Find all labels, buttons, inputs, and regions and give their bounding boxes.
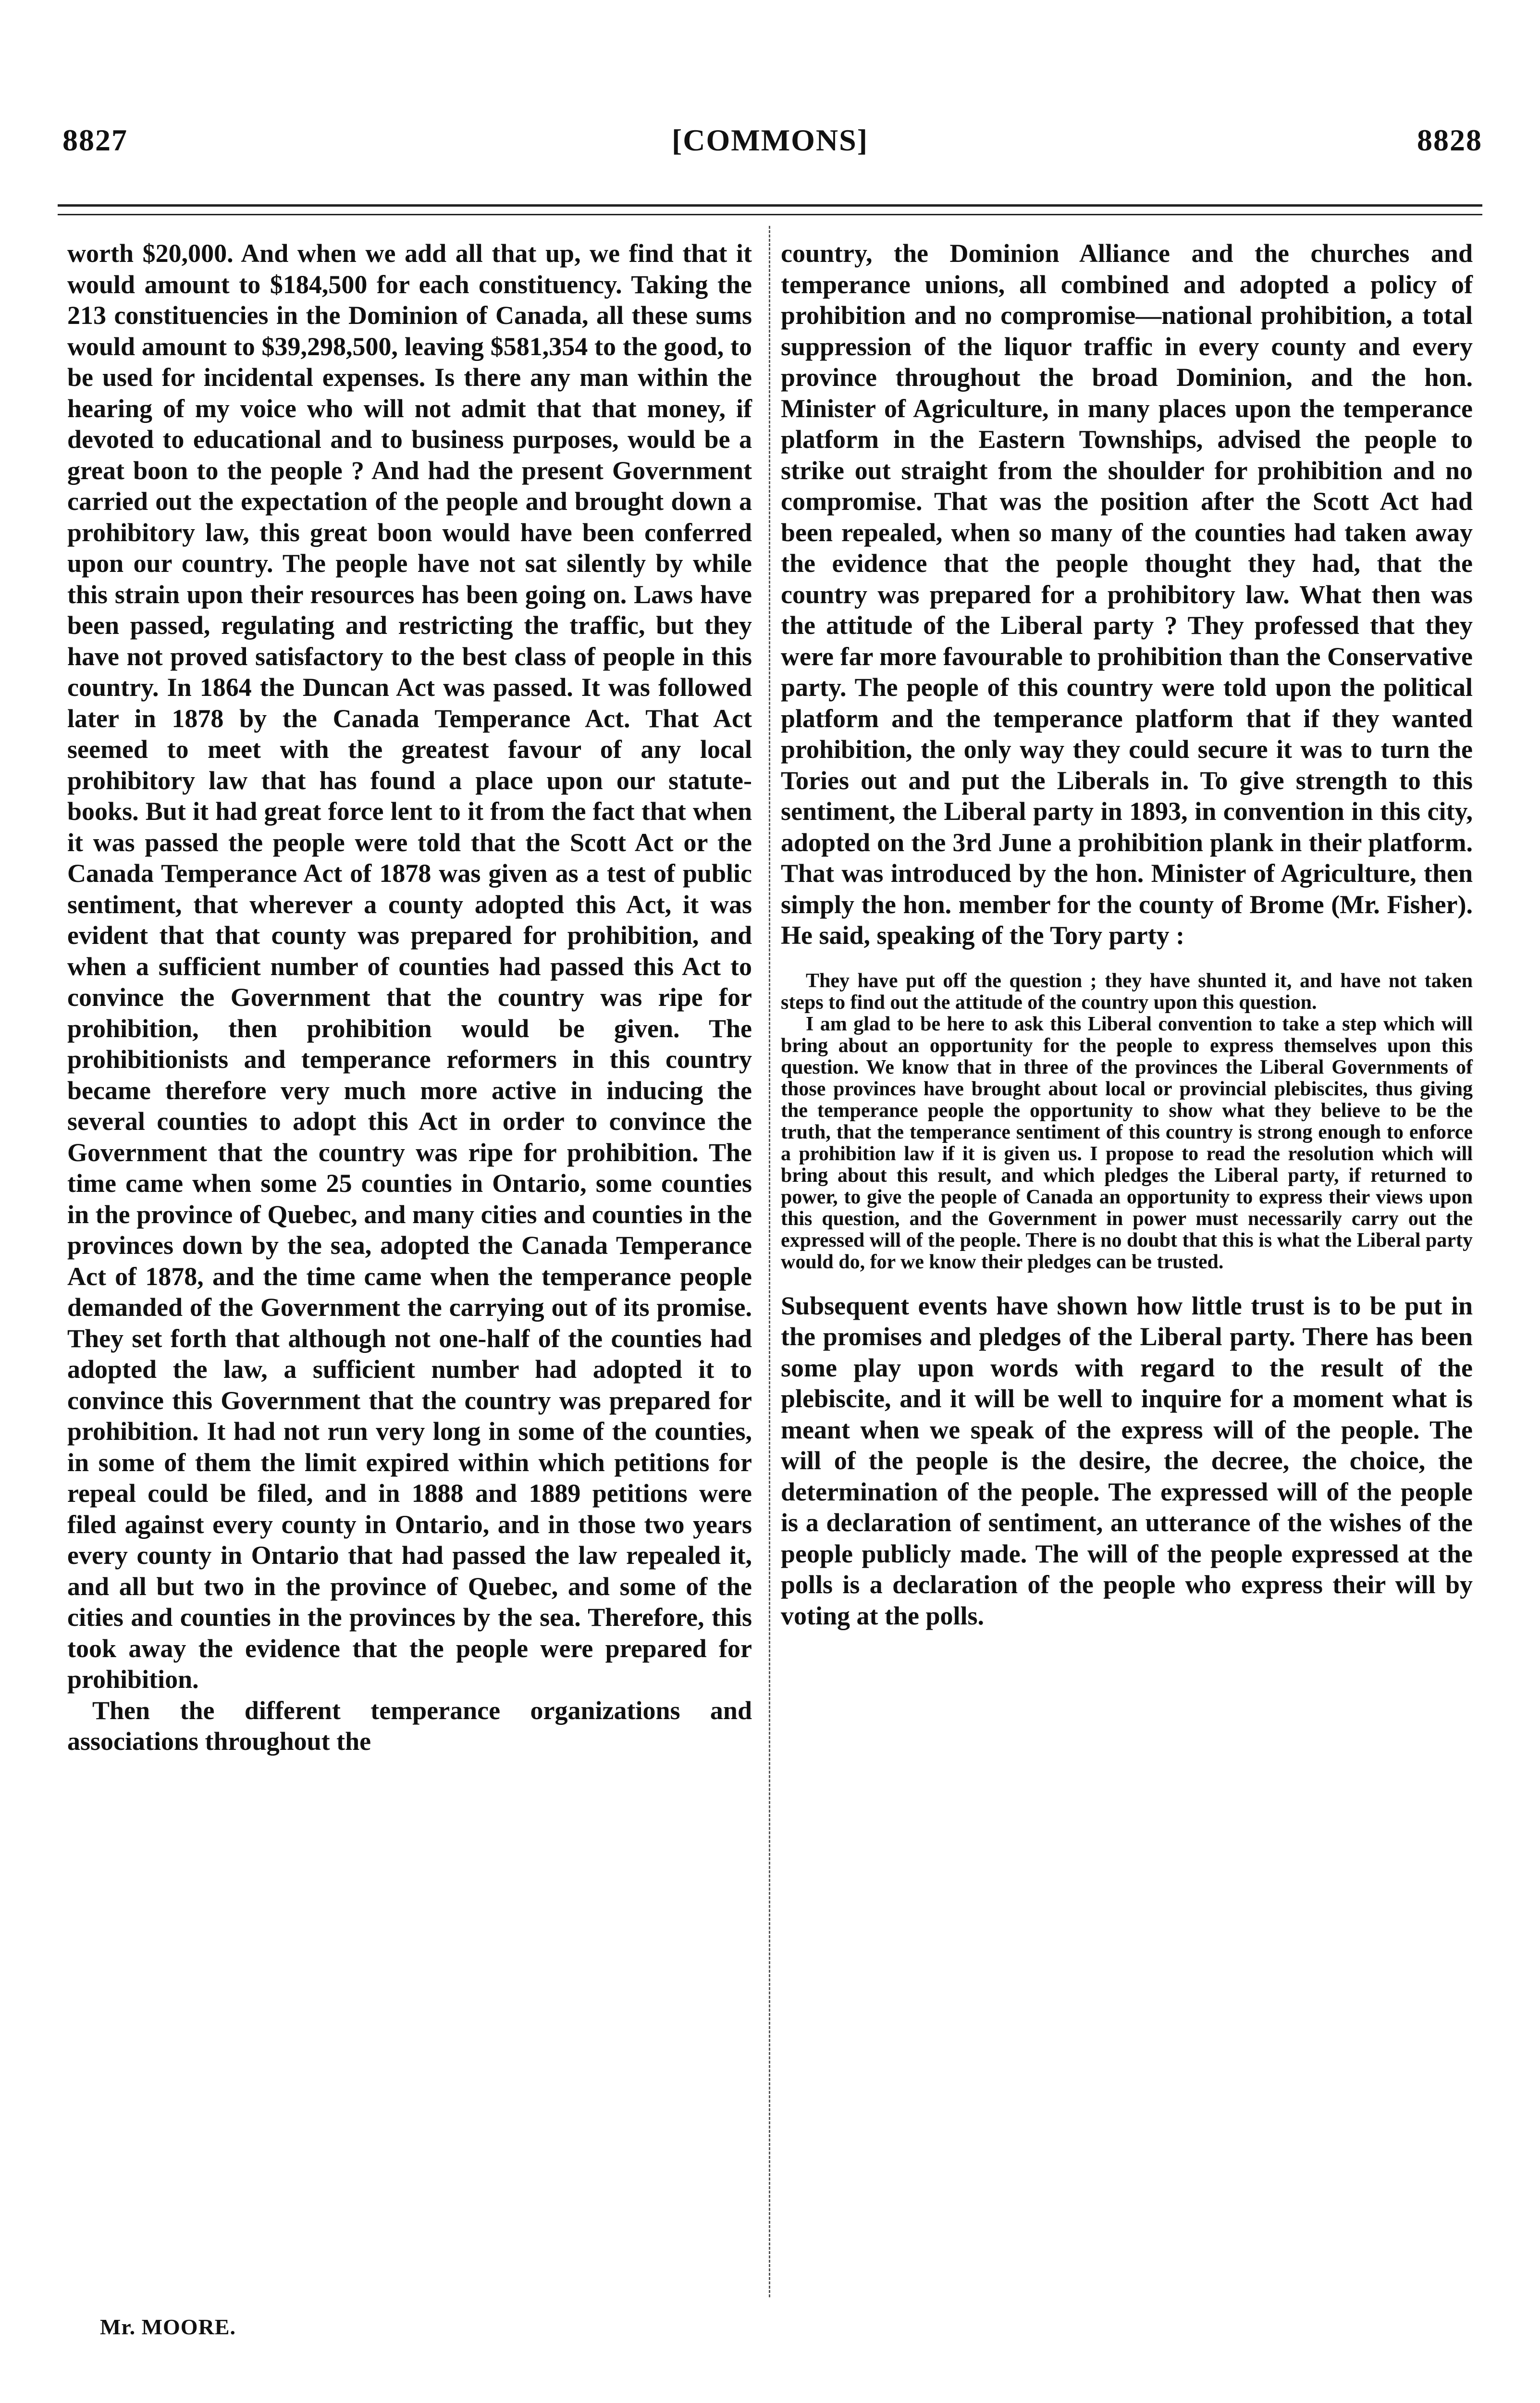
right-closing-paragraph: Subsequent events have shown how little trust is to be put in the promises and pledges of the Liberal party. There has been some play upon words with regard to the result of the plebiscite, and it will be well to inquire for a moment what is meant when we speak of the express will of the people. The will of the people is the desire, the decree, the choice, the determination of the people. The expressed will of the people is a declaration of sentiment, an utterance of the wishes of the people publicly made. The will of the people expressed at the polls is a declaration of the people who express their will by voting at the polls. — [781, 1291, 1473, 1630]
column-divider — [769, 226, 770, 2297]
page-header — [58, 123, 1482, 166]
header-rule-top — [58, 204, 1482, 207]
quote-paragraph-1: They have put off the question ; they have shunted it, and have not taken steps to find out the attitude of the country upon this question. — [781, 969, 1473, 1014]
header-rule-bottom — [58, 214, 1482, 215]
speaker-footer: Mr. MOORE. — [100, 2315, 236, 2339]
left-paragraph-1: worth $20,000. And when we add all that up, we find that it would amount to $184,500 for each constituency. Taking the 213 constituencies in the Dominion of Canada, all these sums would amount to $39,298,500, leaving $581,354 to the good, to be used for incidental expenses. Is there any man within the hearing of my voice who will not admit that that money, if devoted to educational and to business purposes, would be a great boon to the people ? And had the present Government carried out the expectation of the people and brought down a prohibitory law, this great boon would have been conferred upon our country. The people have not sat silently by while this strain upon their resources has been going on. Laws have been passed, regulating and restricting the traffic, but they have not proved satisfactory to the best class of people in this country. In 1864 the Duncan Act was passed. It was followed later in 1878 by the Canada Temperance Act. That Act seemed to meet with the greatest favour of any local prohibitory law that has found a place upon our statute-books. But it had great force lent to it from the fact that when it was passed the people were told that the Scott Act or the Canada Temperance Act of 1878 was given as a test of public sentiment, that wherever a county adopted this Act, it was evident that that county was prepared for prohibition, and when a sufficient number of counties had passed this Act to convince the Government that the country was ripe for prohibition, then prohibition would be given. The prohibitionists and temperance reformers in this country became therefore very much more active in inducing the several counties to adopt this Act in order to convince the Government that the country was ripe for prohibition. The time came when some 25 counties in Ontario, some counties in the province of Quebec, and many cities and counties in the provinces down by the sea, adopted the Canada Temperance Act of 1878, and the time came when the temperance people demanded of the Government the carrying out of its promise. They set forth that although not one-half of the counties had adopted the law, a sufficient number had adopted it to convince this Government that the country was prepared for prohibition. It had not run very long in some of the counties, in some of them the limit expired within which petitions for repeal could be filed, and in 1888 and 1889 petitions were filed against every county in Ontario, and in those two years every county in Ontario that had passed the law repealed it, and all but two in the province of Quebec, and some of the cities and counties in the provinces by the sea. Therefore, this took away the evidence that the people were prepared for prohibition. — [67, 239, 752, 1694]
right-intro-paragraph: country, the Dominion Alliance and the churches and temperance unions, all combined and adopted a policy of prohibition and no compromise—national prohibition, a total suppression of the liquor traffic in every county and every province throughout the broad Dominion, and the hon. Minister of Agriculture, in many places upon the temperance platform in the Eastern Townships, advised the people to strike out straight from the shoulder for prohibition and no compromise. That was the position after the Scott Act had been repealed, when so many of the counties had taken away the evidence that the people thought they had, that the country was prepared for a prohibitory law. What then was the attitude of the Liberal party ? They professed that they were far more favourable to prohibition than the Conservative party. The people of this country were told upon the political platform and the temperance platform that if they wanted prohibition, the only way they could secure it was to turn the Tories out and put the Liberals in. To give strength to this sentiment, the Liberal party in 1893, in convention in this city, adopted on the 3rd June a prohibition plank in their platform. That was introduced by the hon. Minister of Agriculture, then simply the hon. member for the county of Brome (Mr. Fisher). He said, speaking of the Tory party : — [781, 239, 1473, 950]
quoted-speech — [781, 970, 1473, 1273]
right-page-number: 8828 — [1417, 123, 1482, 157]
left-page-number: 8827 — [62, 123, 128, 157]
quote-paragraph-2: I am glad to be here to ask this Liberal convention to take a step which will bring about an opportunity for the people to express themselves upon this question. We know that in three of the provinces the Liberal Governments of those provinces have brought about local or provincial plebiscites, thus giving the temperance people the opportunity to show what they believe to be the truth, that the temperance sentiment of this country is strong enough to enforce a prohibition law if it is given us. I propose to read the resolution which will bring about this result, and which pledges the Liberal party, if returned to power, to give the people of Canada an opportunity to express their views upon this question, and the Government in power must necessarily carry out the expressed will of the people. There is no doubt that this is what the Liberal party would do, for we know their pledges can be trusted. — [781, 1013, 1473, 1273]
chamber-title: [COMMONS] — [671, 123, 869, 157]
right-column — [781, 238, 1473, 1631]
left-paragraph-2: Then the different temperance organizations and associations throughout the — [67, 1696, 752, 1756]
left-column — [67, 238, 752, 1757]
